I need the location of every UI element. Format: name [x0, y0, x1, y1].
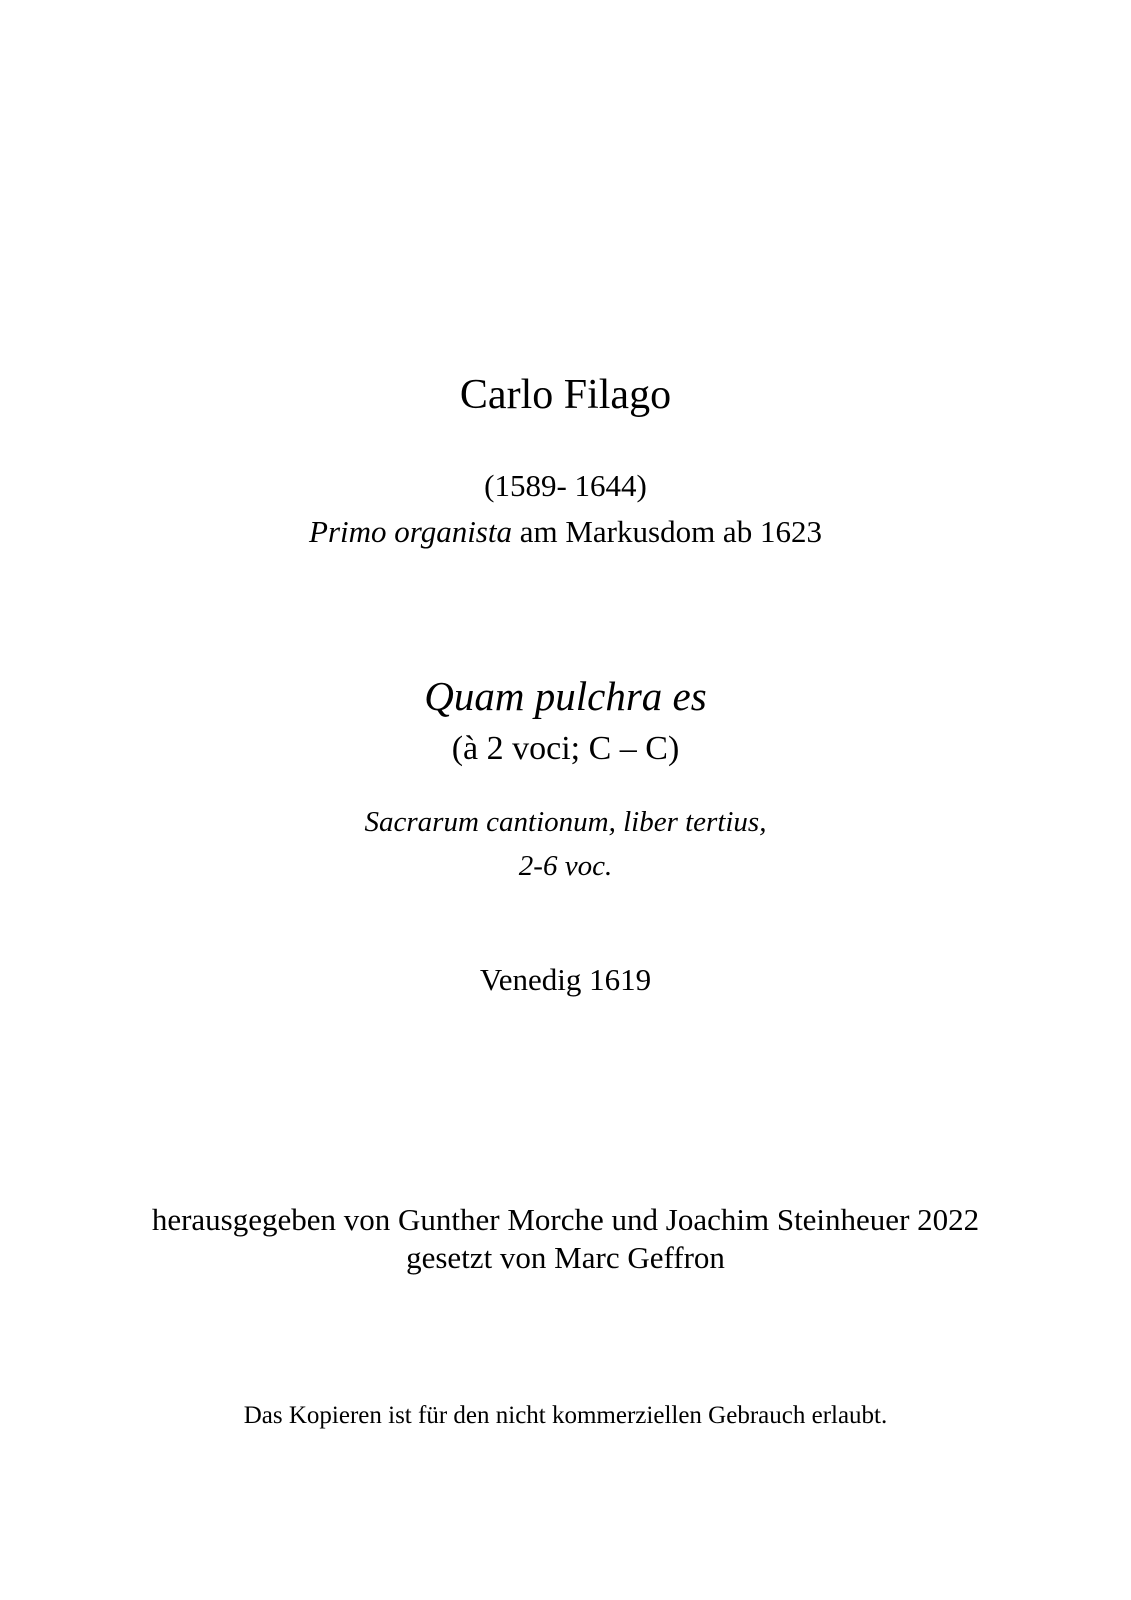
- editors-credit: herausgegeben von Gunther Morche und Joachim Steinheuer 2022: [151, 1202, 980, 1237]
- place-year: Venedig 1619: [479, 962, 652, 997]
- life-dates: (1589- 1644): [484, 468, 647, 503]
- composer-role: [0, 516, 1131, 547]
- source-line-2: 2-6 voc.: [518, 850, 613, 882]
- role-title: Primo organista: [309, 514, 512, 549]
- copyright-note: Das Kopieren ist für den nicht kommerziellen Gebrauch erlaubt.: [243, 1402, 888, 1429]
- role-rest: am Markusdom ab 1623: [511, 514, 822, 549]
- composer-name: Carlo Filago: [459, 372, 672, 418]
- typesetter-credit: gesetzt von Marc Geffron: [406, 1240, 725, 1275]
- work-title: Quam pulchra es: [424, 673, 707, 719]
- source-line-1: Sacrarum cantionum, liber tertius,: [364, 806, 767, 838]
- voicing: (à 2 voci; C – C): [451, 730, 680, 767]
